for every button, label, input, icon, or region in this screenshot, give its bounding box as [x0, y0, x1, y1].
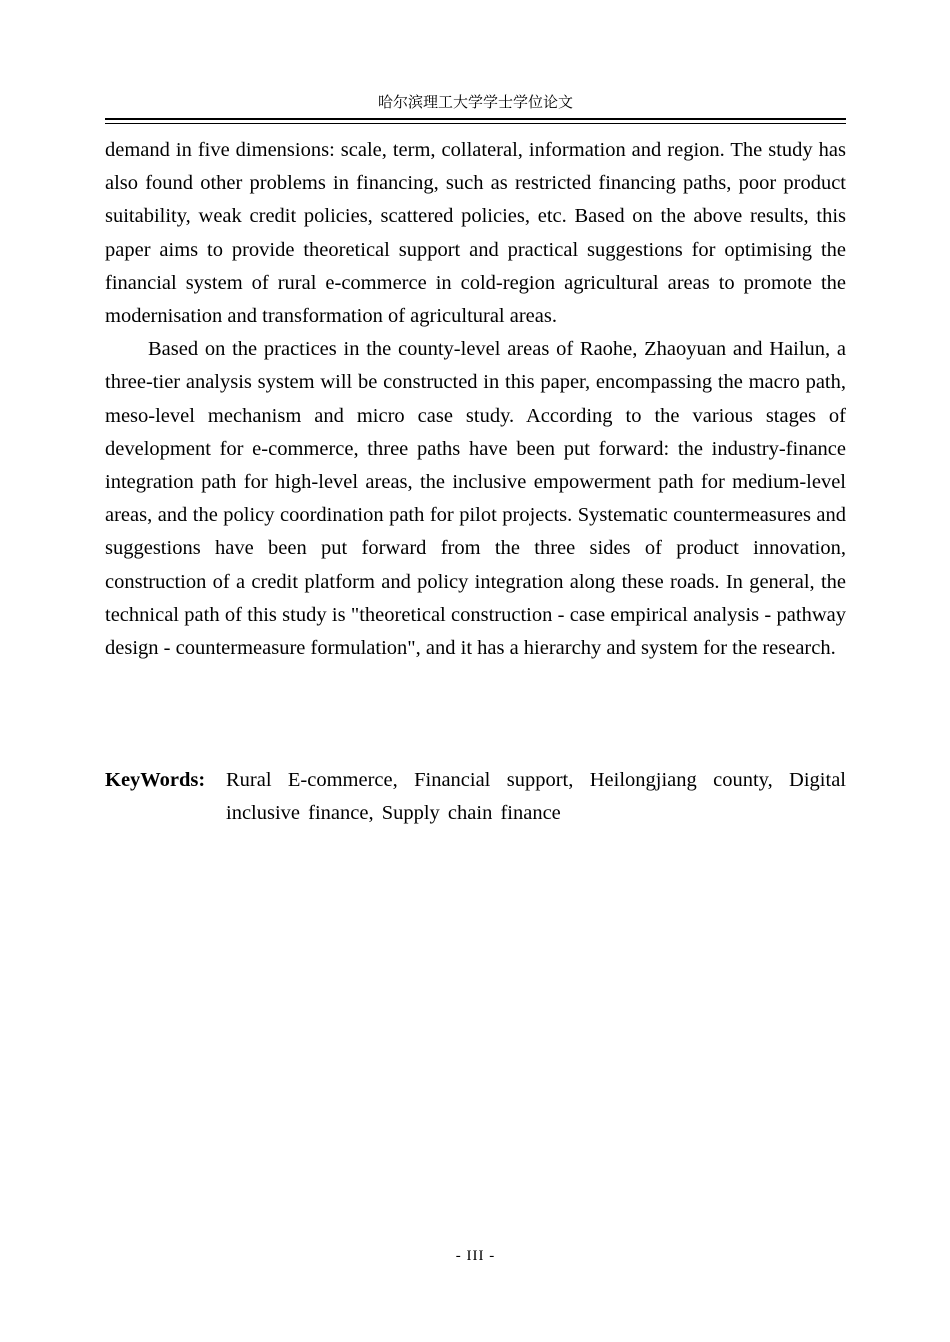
running-header: 哈尔滨理工大学学士学位论文	[377, 93, 573, 111]
abstract-paragraph: Based on the practices in the county-level areas of Raohe, Zhaoyuan and Hailun, a three-tier analysis system will be constructed in this paper, encompassing the macro path, meso-level mechanism and micro case study. According to the various stages of development for e-commerce, three paths have been put forward: the industry-finance integration path for high-level areas, the inclusive empowerment path for medium-level areas, and the policy coordination path for pilot projects. Systematic countermeasures and suggestions have been put forward from the three sides of product innovation, construction of a credit platform and policy integration along these roads. In general, the technical path of this study is "theoretical construction - case empirical analysis - pathway design - countermeasure formulation", and it has a hierarchy and system for the research.	[105, 338, 846, 660]
header-rule-thick	[105, 118, 846, 120]
header-rule-thin	[105, 123, 846, 124]
page-number: - III -	[455, 1248, 496, 1264]
keywords-block	[105, 764, 846, 830]
keywords-label: KeyWords:	[105, 769, 206, 791]
abstract-body	[105, 134, 846, 665]
abstract-paragraph-continued: demand in five dimensions: scale, term, collateral, information and region. The study has also found other problems in financing, such as restricted financing paths, poor product suitability, weak credit policies, scattered policies, etc. Based on the above results, this paper aims to provide theoretical support and practical suggestions for optimising the financial system of rural e-commerce in cold-region agricultural areas to promote the modernisation and transformation of agricultural areas.	[105, 139, 846, 328]
keywords-list: Rural E-commerce, Financial support, Heilongjiang county, Digital inclusive finance, Supply chain finance	[226, 769, 846, 825]
